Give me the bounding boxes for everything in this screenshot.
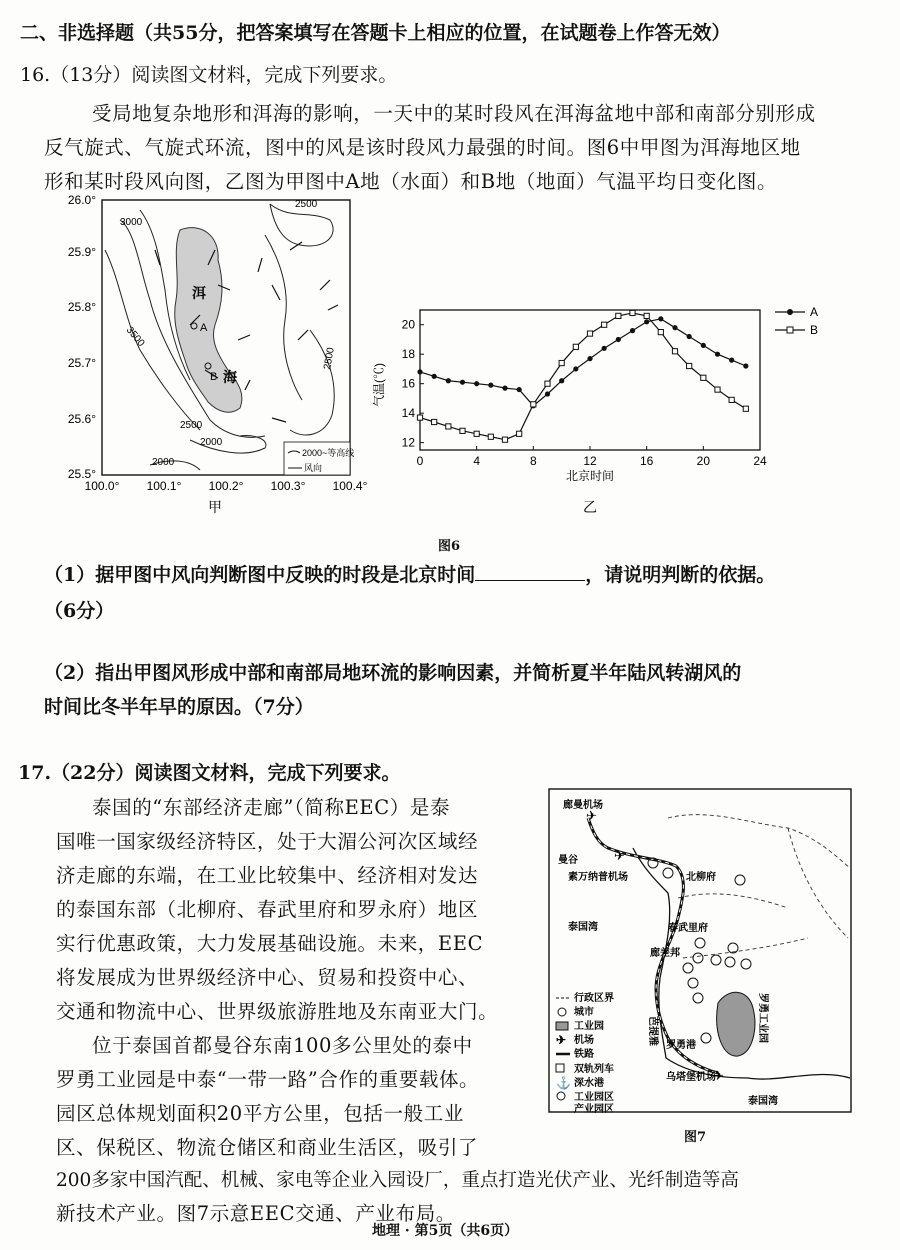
- data-point-A: [432, 374, 437, 379]
- figure-6-caption: 图6: [438, 539, 461, 554]
- airport-icon: ✈: [713, 1068, 724, 1083]
- q17-para-line-7: 交通和物流中心、世界级旅游胜地及东南亚大门。: [56, 1000, 499, 1023]
- x-tick-label: 16: [639, 454, 654, 468]
- label-rayong-park: 罗勇工业园: [757, 993, 768, 1043]
- q17-para-line-6: 将发展成为世界级经济中心、贸易和投资中心、: [56, 966, 479, 989]
- data-point-A: [517, 387, 522, 392]
- data-point-B: [587, 331, 592, 336]
- svg-text:✈: ✈: [556, 1033, 567, 1047]
- data-point-A: [502, 386, 507, 391]
- q17-para-line-5: 实行优惠政策，大力发展基础设施。未来，EEC: [56, 932, 484, 955]
- data-point-A: [559, 378, 564, 383]
- data-point-B: [488, 434, 493, 439]
- q17-para-line-3: 济走廊的东端，在工业比较集中、经济相对发达: [56, 864, 479, 887]
- chart-xlabel: 北京时间: [565, 469, 615, 483]
- q17-para-line-10: 园区总体规划面积20平方公里，包括一般工业: [56, 1102, 464, 1125]
- legend-contour: 2000~等高线: [302, 448, 355, 458]
- lake-char-er: 洱: [192, 285, 206, 301]
- q16-para-line-1: 受局地复杂地形和洱海的影响，一天中的某时段风在洱海盆地中部和南部分别形成: [92, 102, 816, 125]
- section-header: 二、非选择题（共55分，把答案填写在答题卡上相应的位置，在试题卷上作答无效）: [20, 22, 731, 44]
- data-point-B: [687, 363, 692, 368]
- data-point-B: [715, 387, 720, 392]
- y-tick-label: 18: [401, 347, 415, 362]
- q17-para-line-9: 罗勇工业园是中泰“一带一路”合作的重要载体。: [56, 1068, 480, 1091]
- legend-wind: 风向: [304, 463, 323, 473]
- data-point-B: [417, 415, 422, 420]
- label-chachoengsao: 北柳府: [686, 872, 716, 883]
- data-point-A: [715, 352, 720, 357]
- label-laem-chabang: 廊差邦: [650, 948, 680, 959]
- legend-double-track: 双轨列车: [574, 1064, 614, 1075]
- q17-para-line-11: 区、保税区、物流仓储区和商业生活区，吸引了: [56, 1136, 479, 1159]
- legend-railway: 铁路: [574, 1049, 594, 1060]
- x-tick-label: 12: [583, 454, 597, 468]
- legend-industrial-zone: 工业园区: [574, 1092, 614, 1103]
- data-point-A: [687, 334, 692, 339]
- question-17-header: 17.（22分）阅读图文材料，完成下列要求。: [18, 762, 401, 784]
- x-tick-label: 20: [696, 454, 711, 468]
- map-y-tick-3: 25.7°: [67, 356, 96, 370]
- map-jia: [40, 190, 390, 520]
- data-point-B: [545, 381, 550, 386]
- data-point-B: [474, 431, 479, 436]
- legend-a-marker: [787, 309, 793, 315]
- map-y-tick-0: 26.0°: [67, 193, 96, 207]
- data-point-A: [460, 380, 465, 385]
- q16-sub2-line1: （2）指出甲图风形成中部和南部局地环流的影响因素，并简析夏半年陆风转湖风的: [44, 662, 742, 684]
- data-point-A: [474, 381, 479, 386]
- contour-label: 2000: [200, 437, 223, 448]
- q17-para-line-2: 国唯一国家级经济特区，处于大湄公河次区域经: [56, 830, 479, 853]
- svg-text:⚓: ⚓: [556, 1076, 571, 1090]
- data-point-B: [602, 322, 607, 327]
- data-point-A: [573, 366, 578, 371]
- data-point-B: [531, 402, 536, 407]
- page-footer: 地理 · 第5页（共6页）: [372, 1223, 519, 1239]
- map-eec: [548, 788, 852, 1113]
- data-point-B: [573, 344, 578, 349]
- contour-label: 3000: [120, 217, 143, 228]
- chart-yi: [365, 300, 835, 520]
- data-point-B: [658, 330, 663, 335]
- airport-icon: ✈: [614, 848, 625, 863]
- q16-para-line-2: 反气旋式、气旋式环流，图中的风是该时段风力最强的时间。图6中甲图为洱海地区地: [44, 136, 801, 159]
- y-tick-label: 12: [401, 435, 415, 450]
- map-y-tick-5: 25.5°: [67, 467, 96, 481]
- sub-caption-yi: 乙: [583, 499, 597, 515]
- q16-sub1-score: （6分）: [44, 600, 115, 622]
- chart-ylabel: 气温(℃): [372, 363, 386, 407]
- data-point-B: [460, 428, 465, 433]
- x-tick-label: 24: [753, 454, 767, 468]
- data-point-B: [644, 313, 649, 318]
- point-a-label: A: [200, 322, 208, 334]
- rayong-industrial-park: [717, 992, 755, 1056]
- q16-sub1: （1）据甲图中风向判断图中反映的时段是北京时间 ，请说明判断的依据。: [44, 564, 776, 586]
- legend-airport: 机场: [574, 1035, 594, 1046]
- series-line-B: [420, 313, 746, 440]
- legend-admin: 行政区界: [574, 993, 614, 1004]
- point-b-label: B: [210, 371, 218, 383]
- contour-label: 2500: [180, 420, 203, 431]
- map-x-tick-1: 100.1°: [146, 479, 182, 493]
- data-point-A: [729, 358, 734, 363]
- data-point-A: [602, 346, 607, 351]
- data-point-B: [701, 375, 706, 380]
- data-point-A: [446, 378, 451, 383]
- contour-label: 2500: [295, 199, 318, 210]
- y-tick-label: 20: [401, 317, 415, 332]
- legend-a-label: A: [810, 305, 819, 319]
- data-point-A: [701, 343, 706, 348]
- legend-b-label: B: [810, 323, 819, 337]
- contour-line: [290, 330, 334, 435]
- question-16-header: 16.（13分）阅读图文材料，完成下列要求。: [20, 64, 398, 86]
- data-point-A: [587, 356, 592, 361]
- label-utapao: 乌塔堡机场: [666, 1072, 716, 1083]
- label-pattaya: 芭提雅: [647, 1016, 658, 1046]
- lake-char-hai: 海: [223, 369, 237, 385]
- data-point-A: [658, 316, 663, 321]
- q17-para-line-12: 200多家中国汽配、机械、家电等企业入园设厂，重点打造光伏产业、光纤制造等高: [56, 1170, 739, 1191]
- figure-7-caption: 图7: [684, 1130, 707, 1145]
- data-point-A: [488, 383, 493, 388]
- data-point-B: [729, 397, 734, 402]
- data-point-A: [743, 363, 748, 368]
- contour-line: [265, 235, 302, 400]
- data-point-A: [616, 337, 621, 342]
- map-x-tick-2: 100.2°: [208, 479, 244, 493]
- map-y-tick-2: 25.8°: [67, 300, 96, 314]
- map-x-tick-3: 100.3°: [270, 479, 306, 493]
- q17-para-line-1: 泰国的“东部经济走廊”（简称EEC）是泰: [92, 796, 451, 819]
- x-tick-label: 8: [529, 454, 537, 468]
- legend-industry-park: 产业园区: [574, 1104, 614, 1113]
- map-x-tick-0: 100.0°: [84, 479, 120, 493]
- label-map-ta-phut: 罗勇港: [666, 1040, 696, 1051]
- q17-para-line-13: 新技术产业。图7示意EEC交通、产业布局。: [56, 1202, 456, 1225]
- label-suvarnabhumi: 素万纳普机场: [568, 872, 628, 883]
- map-y-tick-4: 25.6°: [67, 412, 96, 426]
- data-point-B: [672, 349, 677, 354]
- airport-icon: ✈: [586, 808, 597, 823]
- legend-deep-port: 深水港: [574, 1078, 604, 1089]
- legend-b-marker: [787, 327, 793, 333]
- map-x-tick-4: 100.4°: [332, 479, 368, 493]
- x-tick-label: 4: [473, 454, 481, 468]
- data-point-B: [743, 406, 748, 411]
- data-point-B: [432, 419, 437, 424]
- label-chonburi: 春武里府: [668, 923, 708, 934]
- data-point-B: [559, 360, 564, 365]
- legend-industrial-park: 工业园: [574, 1021, 604, 1032]
- sub-caption-jia: 甲: [208, 499, 222, 515]
- legend-city: 城市: [574, 1007, 594, 1018]
- data-point-A: [545, 391, 550, 396]
- data-point-A: [672, 325, 677, 330]
- data-point-A: [417, 369, 422, 374]
- data-point-A: [630, 328, 635, 333]
- y-tick-label: 14: [401, 406, 415, 421]
- contour-line: [270, 204, 333, 246]
- label-bangkok: 曼谷: [558, 855, 578, 866]
- q16-sub2-line2: 时间比冬半年早的原因。（7分）: [44, 696, 314, 718]
- q16-para-line-3: 形和某时段风向图，乙图为甲图中A地（水面）和B地（地面）气温平均日变化图。: [44, 170, 778, 193]
- contour-label: 3500: [123, 324, 147, 349]
- data-point-B: [502, 437, 507, 442]
- label-don-mueang: 廊曼机场: [563, 800, 603, 811]
- map-y-tick-1: 25.9°: [67, 245, 96, 259]
- y-tick-label: 16: [401, 376, 415, 391]
- data-point-B: [630, 310, 635, 315]
- contour-label: 2500: [322, 346, 337, 371]
- series-line-A: [420, 319, 746, 406]
- label-gulf-left: 泰国湾: [568, 922, 598, 933]
- answer-blank: [475, 564, 585, 581]
- data-point-B: [616, 313, 621, 318]
- q17-para-line-8: 位于泰国首都曼谷东南100多公里处的泰中: [92, 1034, 473, 1057]
- data-point-B: [517, 431, 522, 436]
- label-gulf-bottom: 泰国湾: [748, 1096, 778, 1107]
- contour-label: 2000: [152, 457, 175, 468]
- data-point-B: [446, 424, 451, 429]
- q17-para-line-4: 的泰国东部（北柳府、春武里府和罗永府）地区: [56, 898, 479, 921]
- x-tick-label: 0: [416, 454, 424, 468]
- data-point-A: [644, 319, 649, 324]
